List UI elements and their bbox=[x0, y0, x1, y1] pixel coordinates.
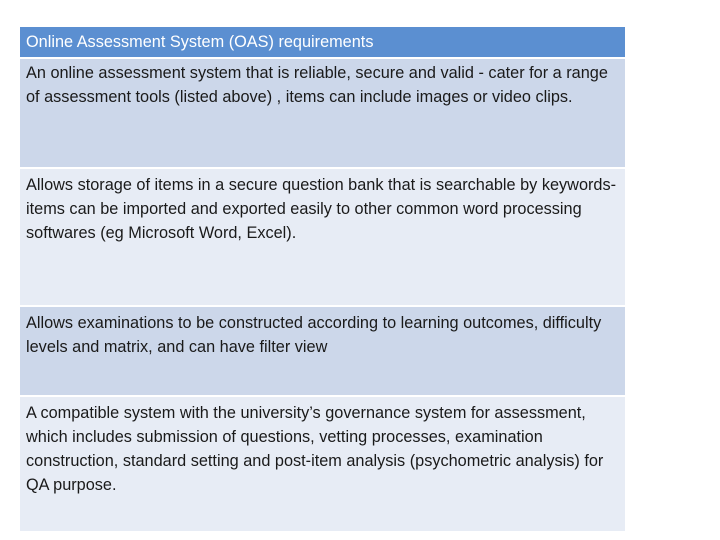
requirements-table bbox=[20, 27, 625, 533]
table-header-row bbox=[20, 27, 625, 58]
requirement-question-bank: Allows storage of items in a secure question bank that is searchable by keywords- items can be imported and exported easily to other common word processing softwares (eg Microsoft Word, Excel). bbox=[20, 168, 625, 306]
table-header: Online Assessment System (OAS) requirements bbox=[20, 27, 625, 58]
requirement-governance: A compatible system with the university’s governance system for assessment, which includes submission of questions, vetting processes, examination construction, standard setting and post-item analysis (psychometric analysis) for QA purpose. bbox=[20, 396, 625, 532]
table-row bbox=[20, 306, 625, 396]
table-row bbox=[20, 168, 625, 306]
table-row bbox=[20, 396, 625, 532]
requirement-reliability: An online assessment system that is reliable, secure and valid - cater for a range of assessment tools (listed above) , items can include images or video clips. bbox=[20, 58, 625, 168]
table-row bbox=[20, 58, 625, 168]
requirement-exam-construction: Allows examinations to be constructed according to learning outcomes, difficulty levels and matrix, and can have filter view bbox=[20, 306, 625, 396]
